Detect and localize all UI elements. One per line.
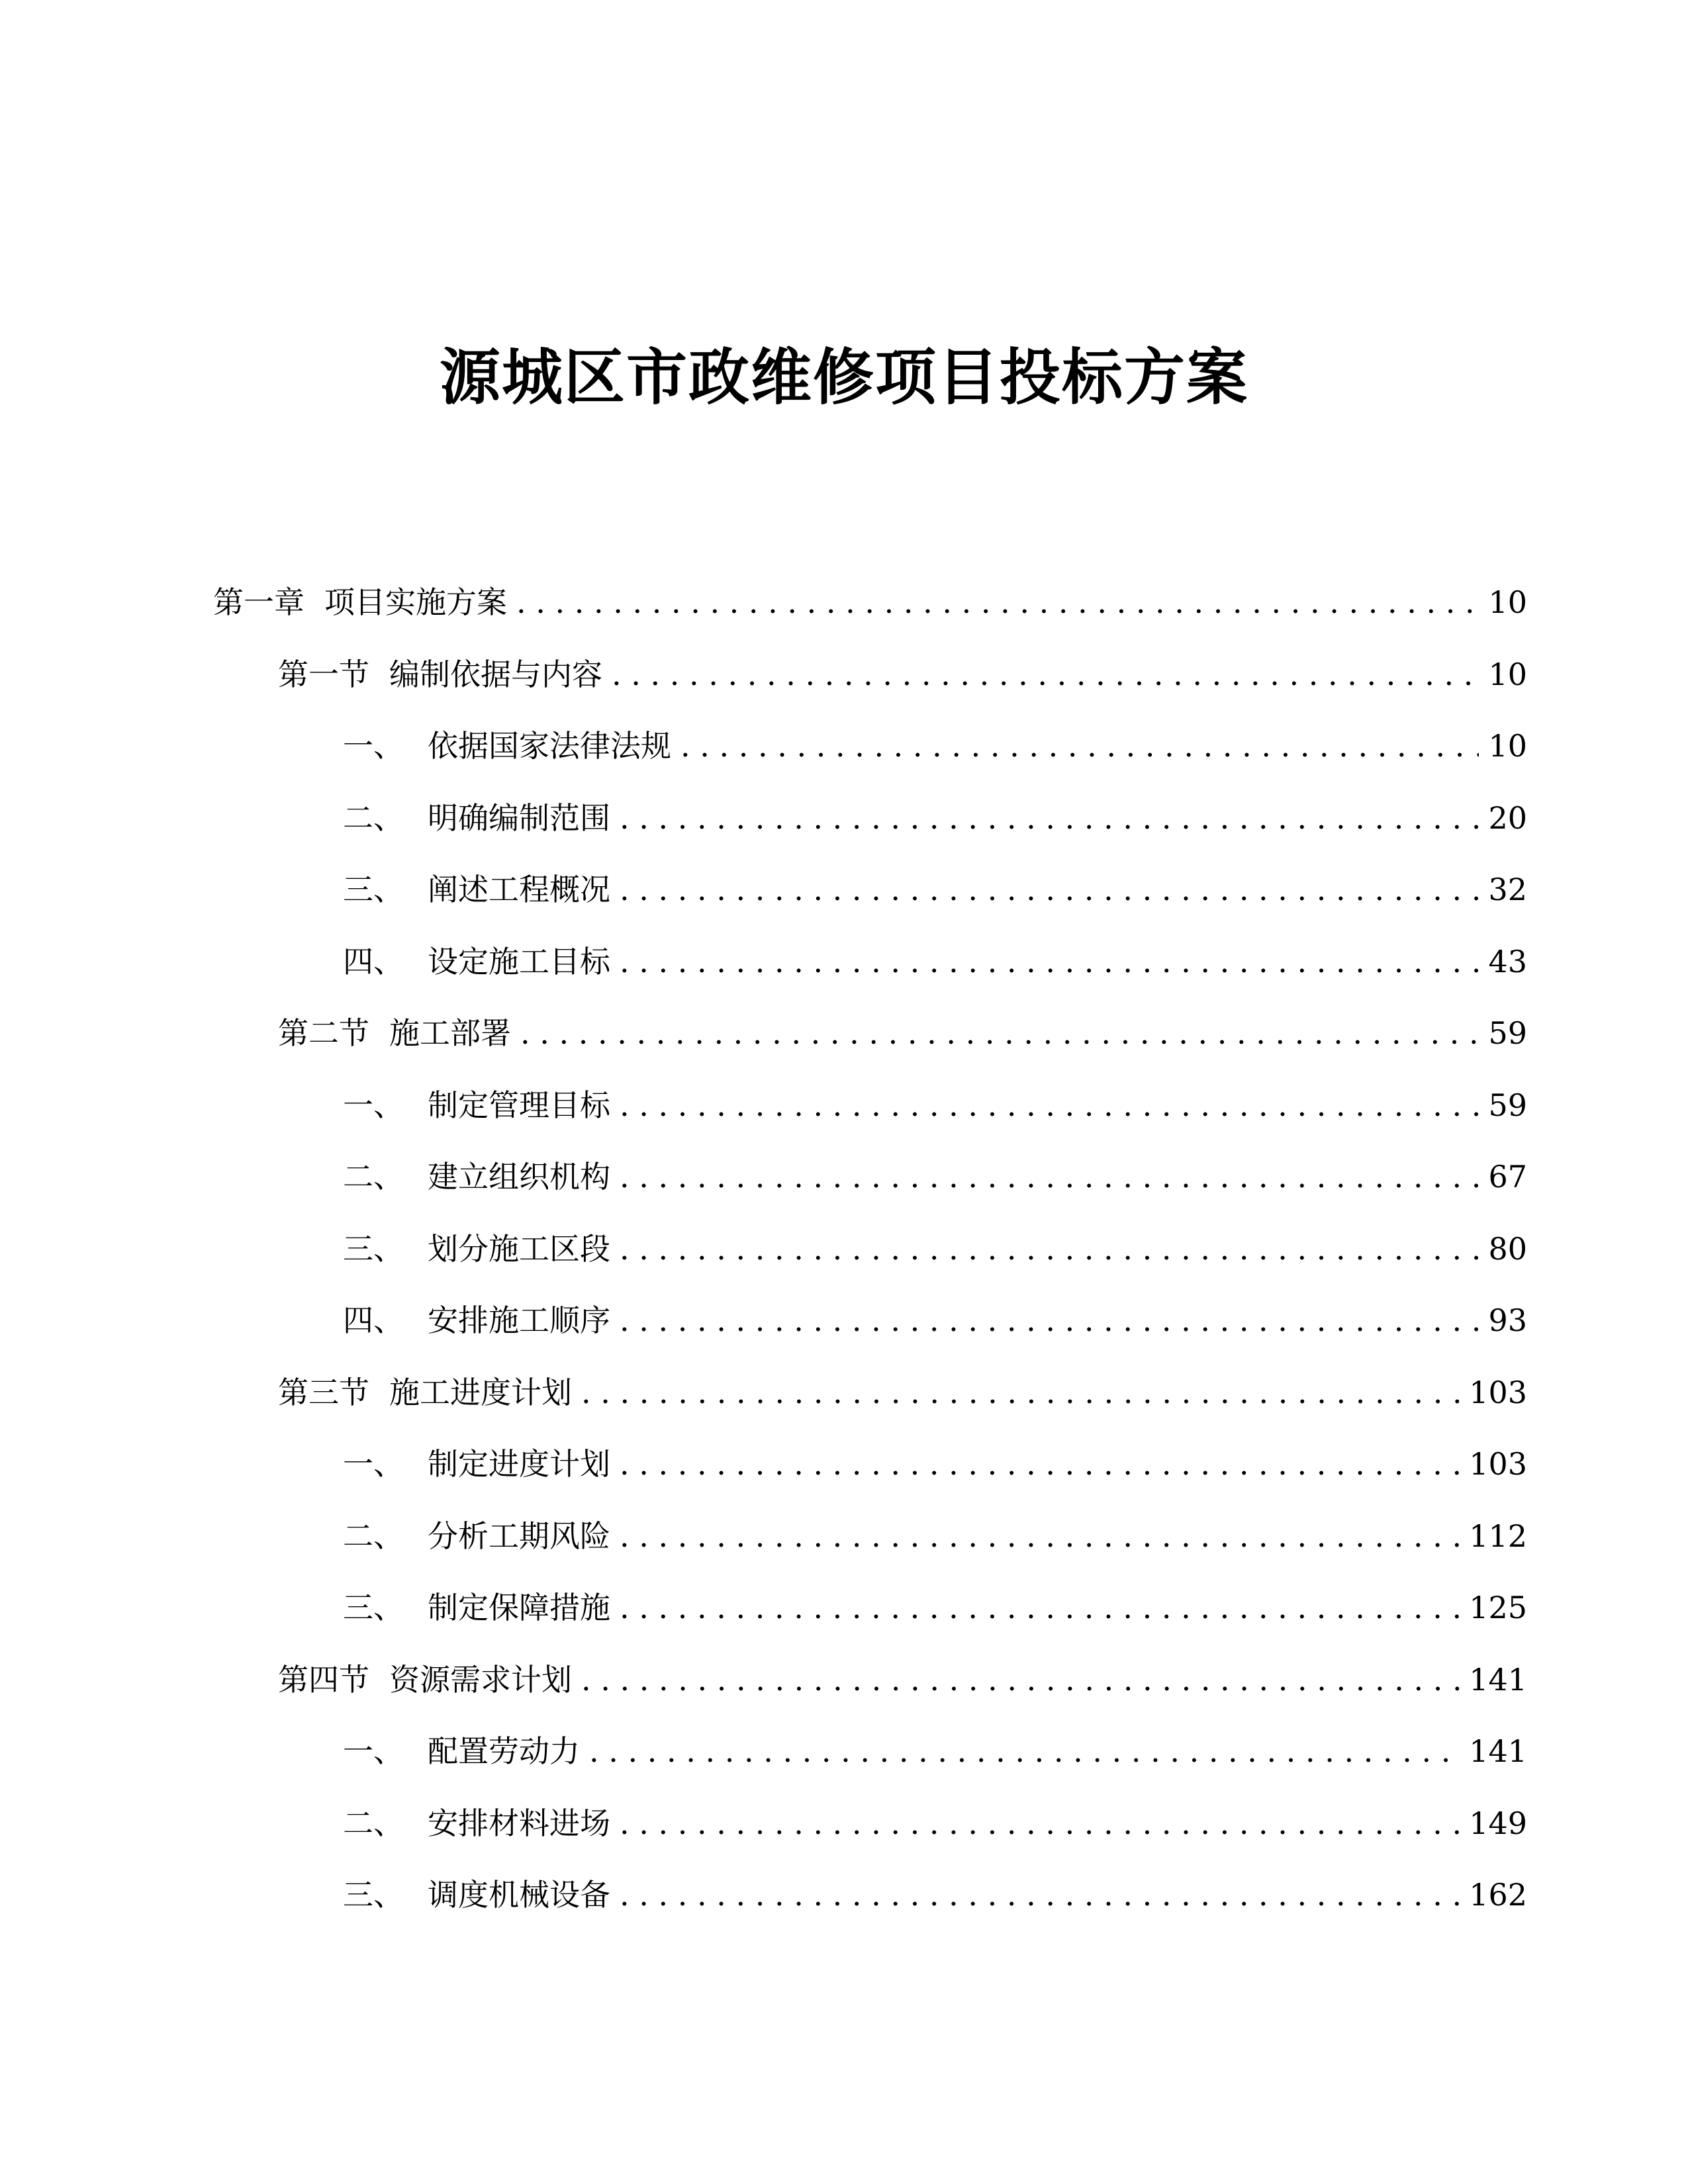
toc-entry-title: 施工部署	[389, 1015, 511, 1051]
toc-entry-number: 三、	[343, 1877, 404, 1913]
toc-entry-number: 第一节	[278, 657, 369, 692]
toc-entry-number: 一、	[343, 1733, 404, 1769]
toc-entry-page-number: 10	[1488, 657, 1527, 692]
toc-entry-title: 建立组织机构	[428, 1159, 610, 1195]
toc-entry-title: 配置劳动力	[428, 1733, 580, 1769]
toc-entry[interactable]	[343, 1150, 1527, 1203]
toc-entry-page-number: 80	[1488, 1231, 1527, 1267]
toc-entry-page-number: 67	[1488, 1159, 1527, 1195]
toc-entry[interactable]	[343, 1437, 1527, 1490]
toc-dot-leader	[620, 1079, 1479, 1132]
toc-entry-title: 阐述工程概况	[428, 872, 610, 907]
toc-entry[interactable]	[343, 863, 1527, 916]
toc-dot-leader	[680, 719, 1479, 772]
toc-entry-number: 第一章	[213, 584, 305, 620]
toc-entry-page-number: 20	[1488, 800, 1527, 836]
toc-entry-page-number: 149	[1469, 1805, 1527, 1841]
toc-dot-leader	[581, 1366, 1460, 1419]
toc-entry-page-number: 10	[1488, 728, 1527, 764]
toc-entry-title: 设定施工目标	[428, 944, 610, 979]
toc-dot-leader	[581, 1653, 1460, 1706]
toc-entry-title: 安排施工顺序	[428, 1302, 610, 1338]
toc-entry[interactable]	[343, 1868, 1527, 1921]
toc-entry-number: 第三节	[278, 1375, 369, 1410]
toc-entry-number: 四、	[343, 944, 404, 979]
toc-entry[interactable]	[278, 648, 1527, 701]
toc-entry-page-number: 125	[1469, 1590, 1527, 1625]
toc-entry[interactable]	[278, 1007, 1527, 1060]
toc-dot-leader	[620, 1581, 1460, 1634]
toc-entry-title: 编制依据与内容	[389, 657, 602, 692]
toc-entry[interactable]	[343, 1510, 1527, 1563]
toc-entry-number: 二、	[343, 800, 404, 836]
toc-entry-title: 依据国家法律法规	[428, 728, 671, 764]
toc-entry-number: 一、	[343, 728, 404, 764]
toc-entry[interactable]	[213, 576, 1527, 629]
toc-entry-title: 调度机械设备	[428, 1877, 610, 1913]
toc-entry-page-number: 141	[1469, 1733, 1527, 1769]
toc-entry-title: 资源需求计划	[389, 1662, 572, 1698]
toc-entry[interactable]	[343, 935, 1527, 988]
toc-dot-leader	[620, 1294, 1479, 1347]
toc-dot-leader	[589, 1725, 1460, 1778]
toc-entry-number: 二、	[343, 1518, 404, 1554]
toc-entry[interactable]	[343, 1581, 1527, 1634]
toc-entry-number: 第二节	[278, 1015, 369, 1051]
toc-entry-page-number: 59	[1488, 1015, 1527, 1051]
toc-entry-page-number: 103	[1469, 1446, 1527, 1482]
document-title: 源城区市政维修项目投标方案	[439, 341, 1248, 413]
toc-entry-page-number: 59	[1488, 1087, 1527, 1123]
toc-dot-leader	[620, 1150, 1479, 1203]
toc-dot-leader	[620, 1868, 1460, 1921]
toc-entry-title: 制定保障措施	[428, 1590, 610, 1625]
toc-dot-leader	[620, 863, 1479, 916]
toc-entry-title: 安排材料进场	[428, 1805, 610, 1841]
toc-dot-leader	[612, 648, 1479, 701]
toc-entry-page-number: 103	[1469, 1375, 1527, 1410]
toc-entry-page-number: 112	[1469, 1518, 1527, 1554]
toc-dot-leader	[520, 1007, 1479, 1060]
toc-entry-number: 三、	[343, 1590, 404, 1625]
toc-entry[interactable]	[343, 1797, 1527, 1850]
toc-dot-leader	[620, 1437, 1460, 1490]
toc-entry-number: 三、	[343, 872, 404, 907]
toc-entry-page-number: 162	[1469, 1877, 1527, 1913]
toc-entry-number: 二、	[343, 1805, 404, 1841]
toc-dot-leader	[620, 1222, 1479, 1275]
toc-entry[interactable]	[343, 1079, 1527, 1132]
toc-entry-number: 一、	[343, 1446, 404, 1482]
toc-entry[interactable]	[343, 1222, 1527, 1275]
toc-entry-title: 划分施工区段	[428, 1231, 610, 1267]
toc-entry-title: 施工进度计划	[389, 1375, 572, 1410]
toc-dot-leader	[620, 792, 1479, 844]
toc-entry-number: 二、	[343, 1159, 404, 1195]
toc-dot-leader	[620, 935, 1479, 988]
toc-entry-title: 项目实施方案	[324, 584, 507, 620]
toc-entry[interactable]	[343, 792, 1527, 844]
toc-entry-page-number: 43	[1488, 944, 1527, 979]
toc-entry[interactable]	[278, 1366, 1527, 1419]
toc-dot-leader	[620, 1797, 1460, 1850]
toc-entry-number: 三、	[343, 1231, 404, 1267]
toc-entry-title: 制定管理目标	[428, 1087, 610, 1123]
toc-dot-leader	[620, 1510, 1460, 1563]
toc-entry-page-number: 10	[1488, 584, 1527, 620]
toc-entry-page-number: 32	[1488, 872, 1527, 907]
toc-entry[interactable]	[343, 719, 1527, 772]
toc-entry-title: 分析工期风险	[428, 1518, 610, 1554]
toc-entry-title: 明确编制范围	[428, 800, 610, 836]
toc-entry-page-number: 93	[1488, 1302, 1527, 1338]
toc-entry[interactable]	[343, 1294, 1527, 1347]
toc-entry-number: 四、	[343, 1302, 404, 1338]
toc-entry-page-number: 141	[1469, 1662, 1527, 1698]
toc-entry-title: 制定进度计划	[428, 1446, 610, 1482]
toc-entry-number: 一、	[343, 1087, 404, 1123]
toc-entry-number: 第四节	[278, 1662, 369, 1698]
toc-entry[interactable]	[343, 1725, 1527, 1778]
toc-dot-leader	[516, 576, 1479, 629]
toc-entry[interactable]	[278, 1653, 1527, 1706]
